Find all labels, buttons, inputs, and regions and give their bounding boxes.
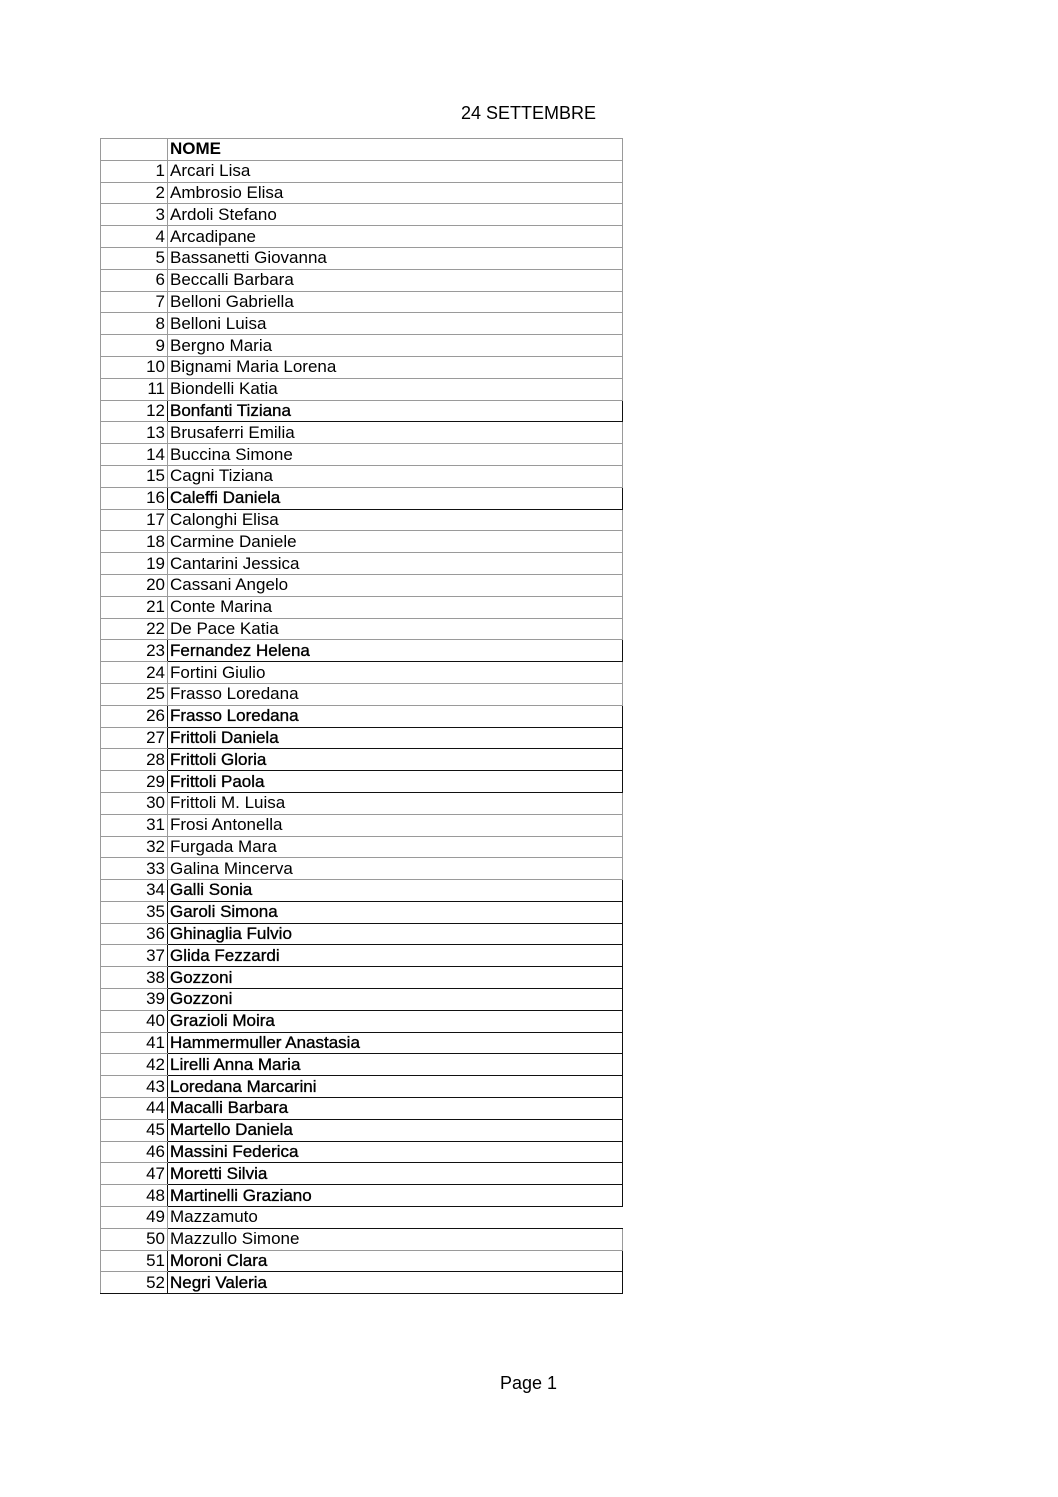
header-name-cell: NOME bbox=[168, 139, 623, 161]
row-number-cell: 8 bbox=[101, 313, 168, 335]
row-name-text: Buccina Simone bbox=[170, 444, 293, 464]
row-number-cell: 28 bbox=[101, 749, 168, 771]
row-name-cell bbox=[168, 771, 623, 793]
table-row bbox=[101, 1163, 623, 1185]
row-number-cell: 25 bbox=[101, 683, 168, 705]
row-number-cell: 36 bbox=[101, 923, 168, 945]
row-number-cell: 11 bbox=[101, 378, 168, 400]
row-number-cell: 26 bbox=[101, 705, 168, 727]
row-name-cell bbox=[168, 1076, 623, 1098]
row-name-cell bbox=[168, 858, 623, 880]
row-name-text: Massini Federica bbox=[170, 1142, 299, 1162]
row-number-cell: 22 bbox=[101, 618, 168, 640]
table-row bbox=[101, 705, 623, 727]
row-number-cell: 44 bbox=[101, 1098, 168, 1120]
row-name-text: Beccalli Barbara bbox=[170, 270, 294, 290]
row-number-cell: 30 bbox=[101, 792, 168, 814]
row-name-text: Garoli Simona bbox=[170, 902, 278, 922]
table-row bbox=[101, 945, 623, 967]
header-number-cell bbox=[101, 139, 168, 161]
row-number-cell: 33 bbox=[101, 858, 168, 880]
row-number-cell: 19 bbox=[101, 553, 168, 575]
table-row bbox=[101, 160, 623, 182]
row-name-cell bbox=[168, 204, 623, 226]
row-number-cell: 21 bbox=[101, 596, 168, 618]
row-name-text: Frittoli M. Luisa bbox=[170, 793, 286, 813]
row-name-cell bbox=[168, 1032, 623, 1054]
row-name-text: Mazzullo Simone bbox=[170, 1229, 300, 1249]
table-row bbox=[101, 1010, 623, 1032]
row-number-cell: 35 bbox=[101, 901, 168, 923]
row-name-cell bbox=[168, 226, 623, 248]
table-row bbox=[101, 792, 623, 814]
table-row bbox=[101, 444, 623, 466]
table-header-row bbox=[101, 139, 623, 161]
row-name-cell bbox=[168, 727, 623, 749]
row-number-cell: 12 bbox=[101, 400, 168, 422]
row-name-text: Bignami Maria Lorena bbox=[170, 357, 337, 377]
table-row bbox=[101, 1098, 623, 1120]
table-row bbox=[101, 291, 623, 313]
row-name-text: Cassani Angelo bbox=[170, 575, 289, 595]
row-number-cell: 5 bbox=[101, 247, 168, 269]
row-name-cell bbox=[168, 705, 623, 727]
names-table-body bbox=[101, 139, 623, 1294]
table-row bbox=[101, 640, 623, 662]
row-number-cell: 43 bbox=[101, 1076, 168, 1098]
row-name-cell bbox=[168, 792, 623, 814]
row-name-text: Negri Valeria bbox=[170, 1272, 268, 1292]
row-name-text: Belloni Gabriella bbox=[170, 291, 294, 311]
row-name-text: Martinelli Graziano bbox=[170, 1185, 312, 1205]
row-name-text: Mazzamuto bbox=[170, 1207, 258, 1227]
row-number-cell: 42 bbox=[101, 1054, 168, 1076]
row-number-cell: 10 bbox=[101, 356, 168, 378]
row-number-cell: 51 bbox=[101, 1250, 168, 1272]
row-name-text: Carmine Daniele bbox=[170, 531, 297, 551]
row-name-text: Arcari Lisa bbox=[170, 161, 251, 181]
row-number-cell: 31 bbox=[101, 814, 168, 836]
row-number-cell: 39 bbox=[101, 989, 168, 1011]
table-row bbox=[101, 378, 623, 400]
row-name-cell bbox=[168, 901, 623, 923]
table-row bbox=[101, 880, 623, 902]
row-name-text: Bergno Maria bbox=[170, 335, 273, 355]
table-row bbox=[101, 356, 623, 378]
row-name-cell bbox=[168, 1098, 623, 1120]
table-row bbox=[101, 182, 623, 204]
row-name-cell bbox=[168, 836, 623, 858]
row-name-text: Lirelli Anna Maria bbox=[170, 1054, 301, 1074]
row-name-cell bbox=[168, 683, 623, 705]
table-row bbox=[101, 422, 623, 444]
row-name-text: Brusaferri Emilia bbox=[170, 422, 295, 442]
row-name-text: Frosi Antonella bbox=[170, 815, 283, 835]
row-number-cell: 50 bbox=[101, 1228, 168, 1250]
row-number-cell: 3 bbox=[101, 204, 168, 226]
row-number-cell: 16 bbox=[101, 487, 168, 509]
table-row bbox=[101, 509, 623, 531]
table-row bbox=[101, 247, 623, 269]
row-name-cell bbox=[168, 487, 623, 509]
row-name-text: Fernandez Helena bbox=[170, 640, 310, 660]
row-name-cell bbox=[168, 553, 623, 575]
row-name-cell bbox=[168, 749, 623, 771]
table-row bbox=[101, 662, 623, 684]
row-number-cell: 41 bbox=[101, 1032, 168, 1054]
table-row bbox=[101, 553, 623, 575]
document-title: 24 SETTEMBRE bbox=[461, 103, 597, 123]
row-name-cell bbox=[168, 814, 623, 836]
row-name-cell bbox=[168, 618, 623, 640]
row-name-cell bbox=[168, 1163, 623, 1185]
row-name-text: Ardoli Stefano bbox=[170, 204, 277, 224]
row-name-text: Frittoli Paola bbox=[170, 771, 265, 791]
table-row bbox=[101, 901, 623, 923]
table-row bbox=[101, 1076, 623, 1098]
row-number-cell: 38 bbox=[101, 967, 168, 989]
row-name-text: Grazioli Moira bbox=[170, 1011, 275, 1031]
table-row bbox=[101, 313, 623, 335]
row-name-cell bbox=[168, 1185, 623, 1207]
row-number-cell: 23 bbox=[101, 640, 168, 662]
table-row bbox=[101, 400, 623, 422]
table-row bbox=[101, 1185, 623, 1207]
row-name-cell bbox=[168, 945, 623, 967]
table-row bbox=[101, 465, 623, 487]
row-name-text: Moroni Clara bbox=[170, 1251, 268, 1271]
row-name-cell bbox=[168, 989, 623, 1011]
row-name-cell bbox=[168, 313, 623, 335]
table-row bbox=[101, 683, 623, 705]
row-name-cell bbox=[168, 356, 623, 378]
row-name-text: Belloni Luisa bbox=[170, 313, 267, 333]
row-name-text: Bonfanti Tiziana bbox=[170, 400, 291, 420]
table-row bbox=[101, 1228, 623, 1250]
table-row bbox=[101, 923, 623, 945]
row-number-cell: 52 bbox=[101, 1272, 168, 1294]
table-row bbox=[101, 771, 623, 793]
row-name-cell bbox=[168, 1054, 623, 1076]
row-name-text: Moretti Silvia bbox=[170, 1163, 268, 1183]
row-number-cell: 2 bbox=[101, 182, 168, 204]
row-number-cell: 29 bbox=[101, 771, 168, 793]
row-name-cell bbox=[168, 596, 623, 618]
row-name-text: Macalli Barbara bbox=[170, 1098, 289, 1118]
row-name-text: Frittoli Gloria bbox=[170, 749, 267, 769]
row-name-cell bbox=[168, 160, 623, 182]
table-row bbox=[101, 531, 623, 553]
row-name-cell bbox=[168, 509, 623, 531]
row-name-text: Gozzoni bbox=[170, 967, 233, 987]
row-number-cell: 37 bbox=[101, 945, 168, 967]
row-name-cell bbox=[168, 531, 623, 553]
row-name-text: Glida Fezzardi bbox=[170, 945, 280, 965]
row-name-cell bbox=[168, 880, 623, 902]
row-name-text: Ambrosio Elisa bbox=[170, 182, 284, 202]
row-number-cell: 9 bbox=[101, 335, 168, 357]
table-row bbox=[101, 226, 623, 248]
row-name-text: Cantarini Jessica bbox=[170, 553, 300, 573]
table-row bbox=[101, 335, 623, 357]
table-row bbox=[101, 1250, 623, 1272]
row-name-text: Cagni Tiziana bbox=[170, 466, 274, 486]
row-name-cell bbox=[168, 1141, 623, 1163]
table-row bbox=[101, 1141, 623, 1163]
row-number-cell: 20 bbox=[101, 574, 168, 596]
row-name-cell bbox=[168, 335, 623, 357]
table-row bbox=[101, 967, 623, 989]
row-name-cell bbox=[168, 662, 623, 684]
row-name-text: Fortini Giulio bbox=[170, 662, 266, 682]
row-name-text: Martello Daniela bbox=[170, 1120, 293, 1140]
row-number-cell: 49 bbox=[101, 1207, 168, 1229]
row-number-cell: 34 bbox=[101, 880, 168, 902]
row-name-cell bbox=[168, 378, 623, 400]
page-number: Page 1 bbox=[500, 1373, 558, 1393]
row-name-cell bbox=[168, 1250, 623, 1272]
row-number-cell: 46 bbox=[101, 1141, 168, 1163]
row-name-cell bbox=[168, 400, 623, 422]
row-name-text: Furgada Mara bbox=[170, 836, 277, 856]
row-name-text: Arcadipane bbox=[170, 226, 257, 246]
row-number-cell: 45 bbox=[101, 1119, 168, 1141]
row-name-text: Biondelli Katia bbox=[170, 379, 278, 399]
row-number-cell: 13 bbox=[101, 422, 168, 444]
row-number-cell: 32 bbox=[101, 836, 168, 858]
row-number-cell: 17 bbox=[101, 509, 168, 531]
table-row bbox=[101, 749, 623, 771]
row-name-text: De Pace Katia bbox=[170, 618, 279, 638]
table-row bbox=[101, 269, 623, 291]
row-name-cell bbox=[168, 182, 623, 204]
row-name-text: Frasso Loredana bbox=[170, 706, 299, 726]
table-row bbox=[101, 727, 623, 749]
row-number-cell: 15 bbox=[101, 465, 168, 487]
table-row bbox=[101, 1272, 623, 1294]
table-row bbox=[101, 1032, 623, 1054]
table-row bbox=[101, 204, 623, 226]
row-name-text: Conte Marina bbox=[170, 597, 273, 617]
row-number-cell: 14 bbox=[101, 444, 168, 466]
row-name-cell bbox=[168, 923, 623, 945]
table-row bbox=[101, 487, 623, 509]
table-row bbox=[101, 836, 623, 858]
table-row bbox=[101, 814, 623, 836]
table-row bbox=[101, 596, 623, 618]
row-name-text: Caleffi Daniela bbox=[170, 488, 281, 508]
row-name-cell bbox=[168, 1207, 623, 1229]
row-name-cell bbox=[168, 574, 623, 596]
row-number-cell: 48 bbox=[101, 1185, 168, 1207]
row-name-cell bbox=[168, 247, 623, 269]
table-row bbox=[101, 989, 623, 1011]
row-name-text: Bassanetti Giovanna bbox=[170, 248, 327, 268]
row-number-cell: 7 bbox=[101, 291, 168, 313]
names-table bbox=[100, 138, 623, 1294]
table-row bbox=[101, 858, 623, 880]
row-name-cell bbox=[168, 967, 623, 989]
row-name-cell bbox=[168, 444, 623, 466]
row-name-text: Gozzoni bbox=[170, 989, 233, 1009]
row-name-text: Ghinaglia Fulvio bbox=[170, 924, 292, 944]
row-name-text: Galli Sonia bbox=[170, 880, 253, 900]
row-name-cell bbox=[168, 640, 623, 662]
row-name-cell bbox=[168, 1228, 623, 1250]
row-number-cell: 6 bbox=[101, 269, 168, 291]
row-number-cell: 24 bbox=[101, 662, 168, 684]
row-number-cell: 4 bbox=[101, 226, 168, 248]
row-name-cell bbox=[168, 269, 623, 291]
row-number-cell: 40 bbox=[101, 1010, 168, 1032]
row-number-cell: 47 bbox=[101, 1163, 168, 1185]
row-name-cell bbox=[168, 1010, 623, 1032]
row-name-cell bbox=[168, 291, 623, 313]
row-name-cell bbox=[168, 1272, 623, 1294]
table-row bbox=[101, 1207, 623, 1229]
row-number-cell: 1 bbox=[101, 160, 168, 182]
row-name-text: Loredana Marcarini bbox=[170, 1076, 317, 1096]
table-row bbox=[101, 574, 623, 596]
row-name-text: Galina Mincerva bbox=[170, 858, 293, 878]
row-number-cell: 18 bbox=[101, 531, 168, 553]
row-name-cell bbox=[168, 465, 623, 487]
row-name-text: Hammermuller Anastasia bbox=[170, 1033, 360, 1053]
table-row bbox=[101, 618, 623, 640]
row-number-cell: 27 bbox=[101, 727, 168, 749]
row-name-cell bbox=[168, 422, 623, 444]
table-row bbox=[101, 1119, 623, 1141]
row-name-text: Frittoli Daniela bbox=[170, 727, 279, 747]
row-name-cell bbox=[168, 1119, 623, 1141]
row-name-text: Frasso Loredana bbox=[170, 684, 299, 704]
row-name-text: Calonghi Elisa bbox=[170, 509, 279, 529]
table-row bbox=[101, 1054, 623, 1076]
